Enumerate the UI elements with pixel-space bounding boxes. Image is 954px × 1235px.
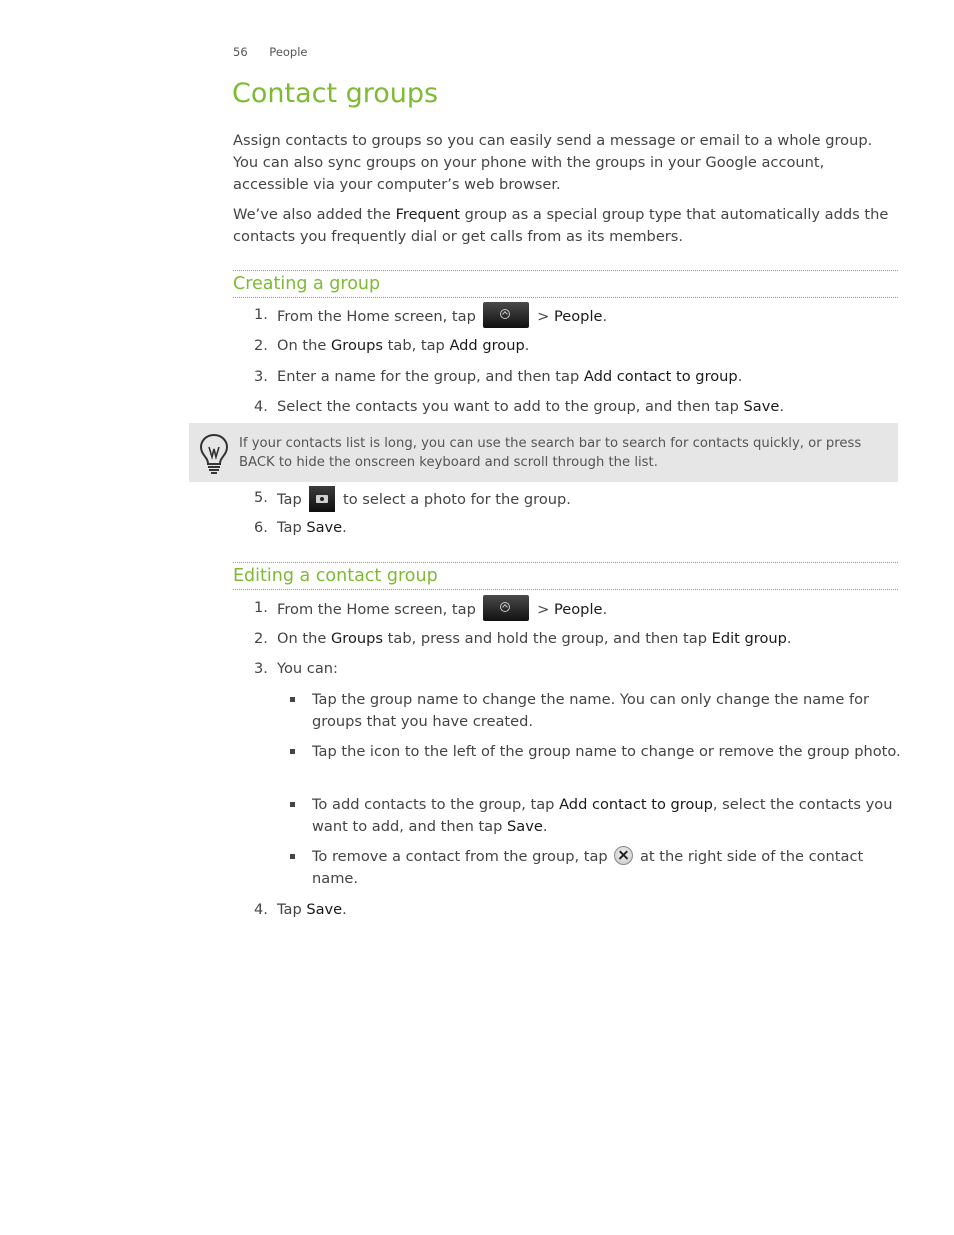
section-heading-editing: Editing a contact group	[233, 562, 898, 590]
page-number: 56	[233, 45, 248, 59]
bullet-marker	[290, 802, 295, 807]
tip-text: If your contacts list is long, you can use the search bar to search for contacts quickly, or press BACK to hide the onscreen keyboard and scroll through the list.	[239, 436, 862, 470]
page-header	[233, 45, 308, 59]
home-button-icon	[483, 595, 529, 621]
bullet-marker	[290, 749, 295, 754]
remove-icon	[614, 846, 633, 865]
tip-box	[189, 423, 898, 482]
header-section: People	[269, 45, 308, 59]
frequent-paragraph: We’ve also added the Frequent group as a special group type that automatically adds the contacts you frequently dial or get calls from as its members.	[233, 206, 889, 245]
camera-icon	[309, 486, 335, 512]
frequent-term: Frequent	[395, 206, 461, 223]
bullet-marker	[290, 854, 295, 859]
lightbulb-icon	[195, 432, 233, 474]
section-heading-creating: Creating a group	[233, 270, 898, 298]
home-button-icon	[483, 302, 529, 328]
bullet-marker	[290, 697, 295, 702]
page-title: Contact groups	[232, 78, 439, 109]
intro-paragraph: Assign contacts to groups so you can easily send a message or email to a whole group. You can also sync groups on your phone with the groups in your Google account, accessible via your computer’s web browser.	[233, 132, 873, 193]
